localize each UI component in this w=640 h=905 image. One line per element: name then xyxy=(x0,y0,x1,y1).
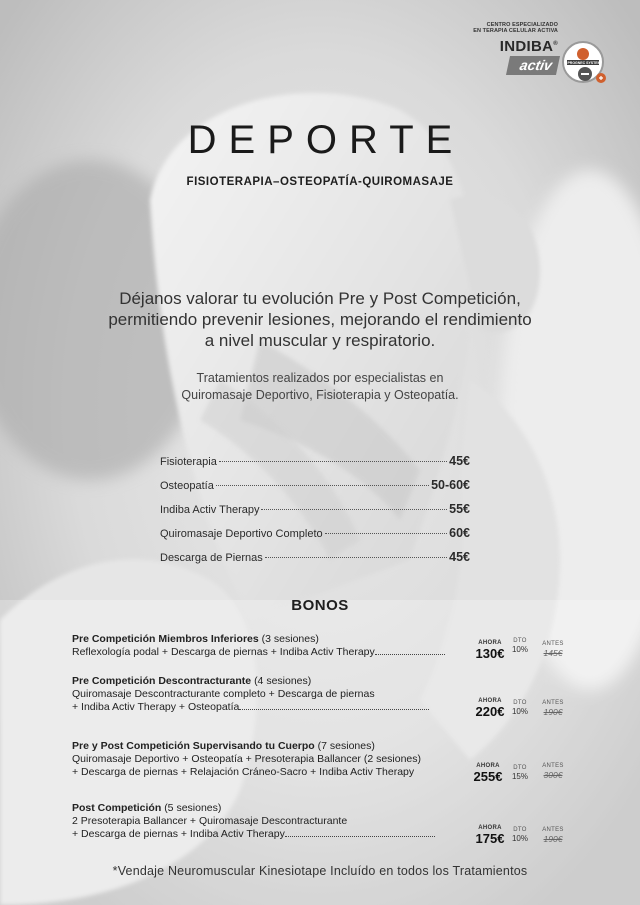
bono-ahora xyxy=(474,697,506,719)
price-label: Quiromasaje Deportivo Completo xyxy=(160,528,323,540)
price-value: 45€ xyxy=(449,550,470,564)
bono-description: 2 Presoterapia Ballancer + Quiromasaje Descontracturante xyxy=(72,815,348,827)
bono-description: + Descarga de piernas + Indiba Activ Therapy xyxy=(72,828,285,840)
indiba-logo xyxy=(472,22,558,75)
ahora-label: AHORA xyxy=(476,763,500,769)
note-line: Tratamientos realizados por especialistas en xyxy=(196,371,444,385)
price-value: 45€ xyxy=(449,454,470,468)
intro-line: permitiendo prevenir lesiones, mejorando el rendimiento xyxy=(108,310,532,329)
logo-circle-text: PROGNEC SYSTEM xyxy=(567,61,601,65)
bono-dto xyxy=(510,637,530,655)
dto-label: DTO xyxy=(513,700,527,706)
price-value: 55€ xyxy=(449,502,470,516)
specialists-note xyxy=(100,370,540,404)
bono-sessions: (3 sesiones) xyxy=(261,633,319,645)
dot-leader xyxy=(239,708,429,710)
dot-leader xyxy=(219,461,447,462)
ahora-price: 255€ xyxy=(473,769,503,784)
bono-sessions: (4 sesiones) xyxy=(254,675,312,687)
bono-antes xyxy=(538,699,568,717)
intro-line: Déjanos valorar tu evolución Pre y Post Competición, xyxy=(119,289,521,308)
price-label: Osteopatía xyxy=(160,480,214,492)
bono-description: Quiromasaje Descontracturante completo + Descarga de piernas xyxy=(72,688,375,700)
bono-antes xyxy=(538,826,568,844)
note-line: Quiromasaje Deportivo, Fisioterapia y Osteopatía. xyxy=(181,388,459,402)
ahora-label: AHORA xyxy=(478,825,502,831)
antes-price: 145€ xyxy=(543,648,563,658)
price-label: Descarga de Piernas xyxy=(160,552,263,564)
antes-price: 190€ xyxy=(543,834,563,844)
price-label: Fisioterapia xyxy=(160,456,217,468)
dto-value: 10% xyxy=(511,834,528,843)
bono-sessions: (7 sesiones) xyxy=(317,740,375,752)
antes-label: ANTES xyxy=(542,763,564,769)
dto-value: 10% xyxy=(511,645,528,654)
price-value: 60€ xyxy=(449,526,470,540)
dto-value: 15% xyxy=(511,772,528,781)
logo-registered-mark: ® xyxy=(553,41,558,47)
bono-name: Pre y Post Competición Supervisando tu Cuerpo xyxy=(72,740,315,752)
dot-leader xyxy=(375,653,445,655)
logo-subline-1: CENTRO ESPECIALIZADO xyxy=(486,22,558,28)
logo-subline-2: EN TERAPIA CELULAR ACTIVA xyxy=(473,28,558,34)
ahora-price: 220€ xyxy=(475,704,505,719)
dto-label: DTO xyxy=(513,765,527,771)
ahora-price: 175€ xyxy=(475,831,505,846)
price-row xyxy=(160,526,470,550)
bono-description: + Indiba Activ Therapy + Osteopatía xyxy=(72,701,240,713)
bono-ahora xyxy=(470,762,506,784)
price-row xyxy=(160,478,470,502)
dot-leader xyxy=(325,533,448,534)
antes-label: ANTES xyxy=(542,827,564,833)
page-title: DEPORTE xyxy=(187,118,465,162)
bono-dto xyxy=(510,826,530,844)
dto-label: DTO xyxy=(513,827,527,833)
bono-name: Pre Competición Miembros Inferiores xyxy=(72,633,259,645)
logo-activ: activ xyxy=(506,56,560,75)
logo-brand: INDIBA xyxy=(499,38,554,55)
bonos-heading: BONOS xyxy=(291,597,349,614)
dto-value: 10% xyxy=(511,707,528,716)
antes-price: 190€ xyxy=(543,707,563,717)
price-row xyxy=(160,454,470,478)
bono-description: + Descarga de piernas + Relajación Cráneo-Sacro + Indiba Activ Therapy xyxy=(72,766,415,778)
price-row xyxy=(160,502,470,526)
bono-ahora xyxy=(474,824,506,846)
bono-dto xyxy=(510,699,530,717)
ahora-label: AHORA xyxy=(478,640,502,646)
bono-sessions: (5 sesiones) xyxy=(164,802,222,814)
price-value: 50-60€ xyxy=(431,478,470,492)
price-row xyxy=(160,550,470,574)
bono-antes xyxy=(538,640,568,658)
price-label: Indiba Activ Therapy xyxy=(160,504,260,516)
bono-ahora xyxy=(474,639,506,661)
bono-description: Quiromasaje Deportivo + Osteopatía + Presoterapia Ballancer (2 sesiones) xyxy=(72,753,422,765)
ahora-label: AHORA xyxy=(478,698,502,704)
bono-description: Reflexología podal + Descarga de piernas + Indiba Activ Therapy xyxy=(72,646,375,658)
bono-name: Post Competición xyxy=(72,802,162,814)
intro-text xyxy=(70,288,570,351)
antes-label: ANTES xyxy=(542,641,564,647)
bono-antes xyxy=(538,762,568,780)
bono-name: Pre Competición Descontracturante xyxy=(72,675,252,687)
dto-label: DTO xyxy=(513,638,527,644)
price-list xyxy=(160,454,470,574)
dot-leader xyxy=(216,485,429,486)
antes-price: 300€ xyxy=(543,770,563,780)
intro-line: a nivel muscular y respiratorio. xyxy=(204,331,436,350)
dot-leader xyxy=(265,557,447,558)
page-subtitle: FISIOTERAPIA–OSTEOPATÍA-QUIROMASAJE xyxy=(186,176,454,188)
dot-leader xyxy=(261,509,447,510)
footer-note: *Vendaje Neuromuscular Kinesiotape Incluído en todos los Tratamientos xyxy=(112,864,528,878)
bono-dto xyxy=(510,764,530,782)
ahora-price: 130€ xyxy=(475,646,505,661)
antes-label: ANTES xyxy=(542,700,564,706)
dot-leader xyxy=(285,835,435,837)
